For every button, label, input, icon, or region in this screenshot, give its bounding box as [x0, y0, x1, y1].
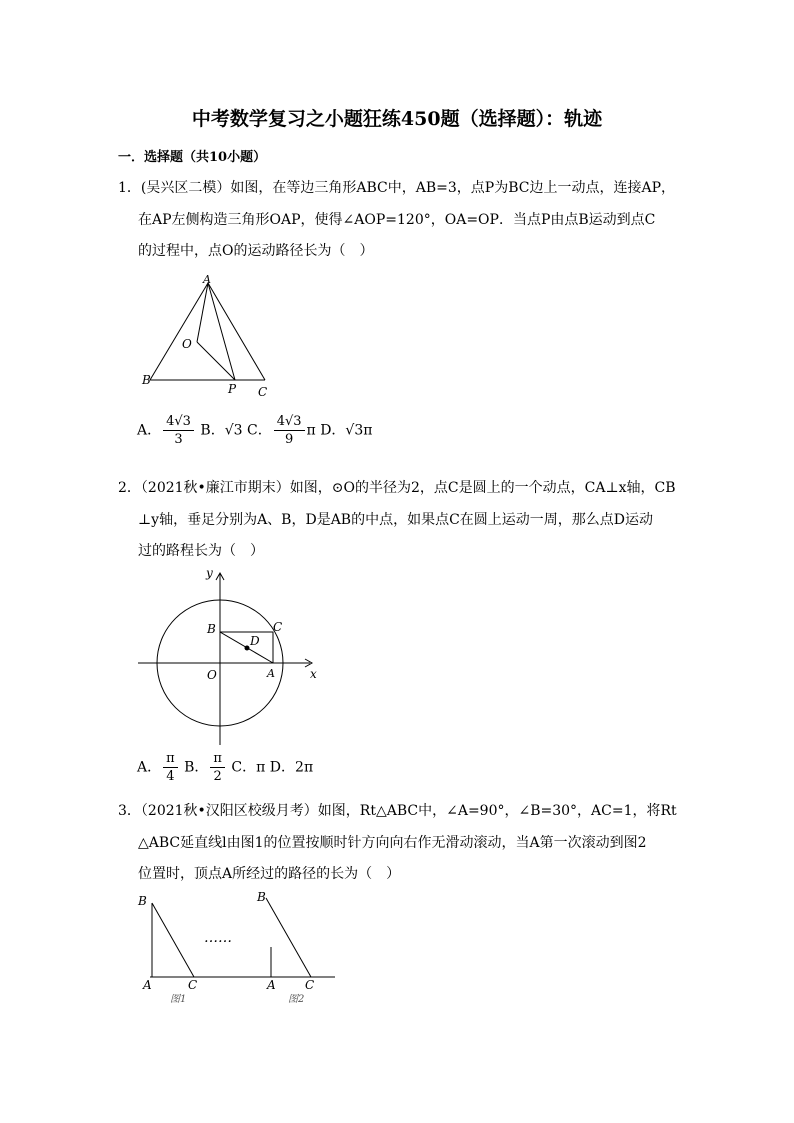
page-title: 中考数学复习之小题狂练450题（选择题）：轨迹	[191, 108, 603, 130]
q2-option-a-numerator: π	[163, 752, 178, 768]
q2-point-d	[245, 646, 250, 651]
q2-option-d-label: D．	[269, 759, 296, 776]
q2-option-a	[163, 752, 178, 783]
q2-option-d: 2π	[295, 759, 314, 776]
q1-option-c-numerator: 4√3	[274, 415, 305, 431]
q3-fig1-side-bc	[152, 903, 194, 977]
q3-line-1: 3．（2021秋•汉阳区校级月考）如图，Rt△ABC中，∠A=90°，∠B=30°，AC=1，将Rt	[118, 803, 677, 819]
q2-label-o: O	[207, 668, 217, 682]
q1-label-p: P	[228, 382, 237, 396]
q1-option-c	[274, 415, 305, 446]
q3-caption-1: 图1	[170, 994, 187, 1005]
q3-caption-2: 图2	[288, 994, 305, 1005]
q1-option-c-label: C．	[246, 422, 272, 439]
q2-option-a-denominator: 4	[166, 769, 175, 784]
q3-fig1-label-b: B	[138, 894, 147, 908]
q1-option-a-label: A．	[137, 422, 162, 439]
q3-fig2-label-b: B	[257, 890, 266, 904]
q1-option-a-numerator: 4√3	[163, 415, 194, 431]
q3-fig2-label-a: A	[267, 978, 276, 992]
q1-option-b-label: B．	[200, 422, 225, 439]
q2-figure	[130, 565, 330, 750]
q2-label-d: D	[250, 634, 260, 648]
q1-side-ac	[208, 283, 265, 380]
q1-options	[137, 415, 372, 446]
q1-option-b: √3	[224, 422, 243, 439]
q2-option-b-label: B．	[184, 759, 209, 776]
q2-label-y: y	[206, 566, 213, 580]
q1-option-c-suffix: π	[306, 422, 316, 439]
q2-option-a-label: A．	[137, 759, 162, 776]
q1-label-c: C	[258, 385, 268, 399]
section-heading: 一．选择题（共10小题）	[118, 150, 267, 165]
q1-line-1: 1．(吴兴区二模）如图，在等边三角形ABC中，AB=3，点P为BC边上一动点，连接AP，	[118, 180, 675, 196]
q1-option-d-label: D．	[320, 422, 346, 439]
q2-label-b: B	[207, 622, 216, 636]
q3-figure	[130, 885, 350, 1010]
q2-option-b	[210, 752, 225, 783]
q3-line-3: 位置时，顶点A所经过的路径的长为（ ）	[138, 866, 401, 882]
q2-line-3: 过的路程长为（ ）	[138, 543, 264, 559]
q2-label-x: x	[310, 667, 317, 681]
q1-option-a-denominator: 3	[174, 432, 183, 447]
q3-fig2-side-bc	[266, 898, 311, 977]
q2-option-c-label: C．	[231, 759, 257, 776]
q2-label-a: A	[267, 667, 275, 680]
q1-line-2: 在AP左侧构造三角形OAP，使得∠AOP=120°，OA=OP．当点P由点B运动到点C	[138, 212, 656, 228]
q2-option-b-denominator: 2	[213, 769, 222, 784]
q2-option-b-numerator: π	[210, 752, 225, 768]
q2-option-c: π	[256, 759, 266, 776]
q2-line-1: 2．（2021秋•廉江市期末）如图，⊙O的半径为2，点C是圆上的一个动点，CA⊥x轴，CB	[118, 480, 676, 496]
q1-option-a	[163, 415, 194, 446]
q1-option-c-denominator: 9	[284, 432, 294, 447]
q1-line-3: 的过程中，点O的运动路径长为（ ）	[138, 243, 374, 259]
q3-fig1-label-c: C	[188, 978, 198, 992]
q1-option-d: √3π	[345, 422, 373, 439]
q1-figure	[135, 270, 285, 405]
q3-fig1-label-a: A	[143, 978, 152, 992]
q1-label-b: B	[142, 373, 151, 387]
q1-label-o: O	[182, 337, 192, 351]
q2-line-2: ⊥y轴，垂足分别为A、B，D是AB的中点，如果点C在圆上运动一周，那么点D运动	[138, 512, 654, 528]
q1-segment-ap	[208, 283, 235, 380]
q3-fig2-label-c: C	[305, 978, 315, 992]
q3-ellipsis: ……	[204, 930, 232, 946]
q2-label-c: C	[273, 620, 283, 634]
q3-line-2: △ABC延直线l由图1的位置按顺时针方向向右作无滑动滚动，当A第一次滚动到图2	[138, 835, 647, 851]
q1-label-a: A	[203, 273, 211, 286]
q2-options	[137, 752, 313, 783]
